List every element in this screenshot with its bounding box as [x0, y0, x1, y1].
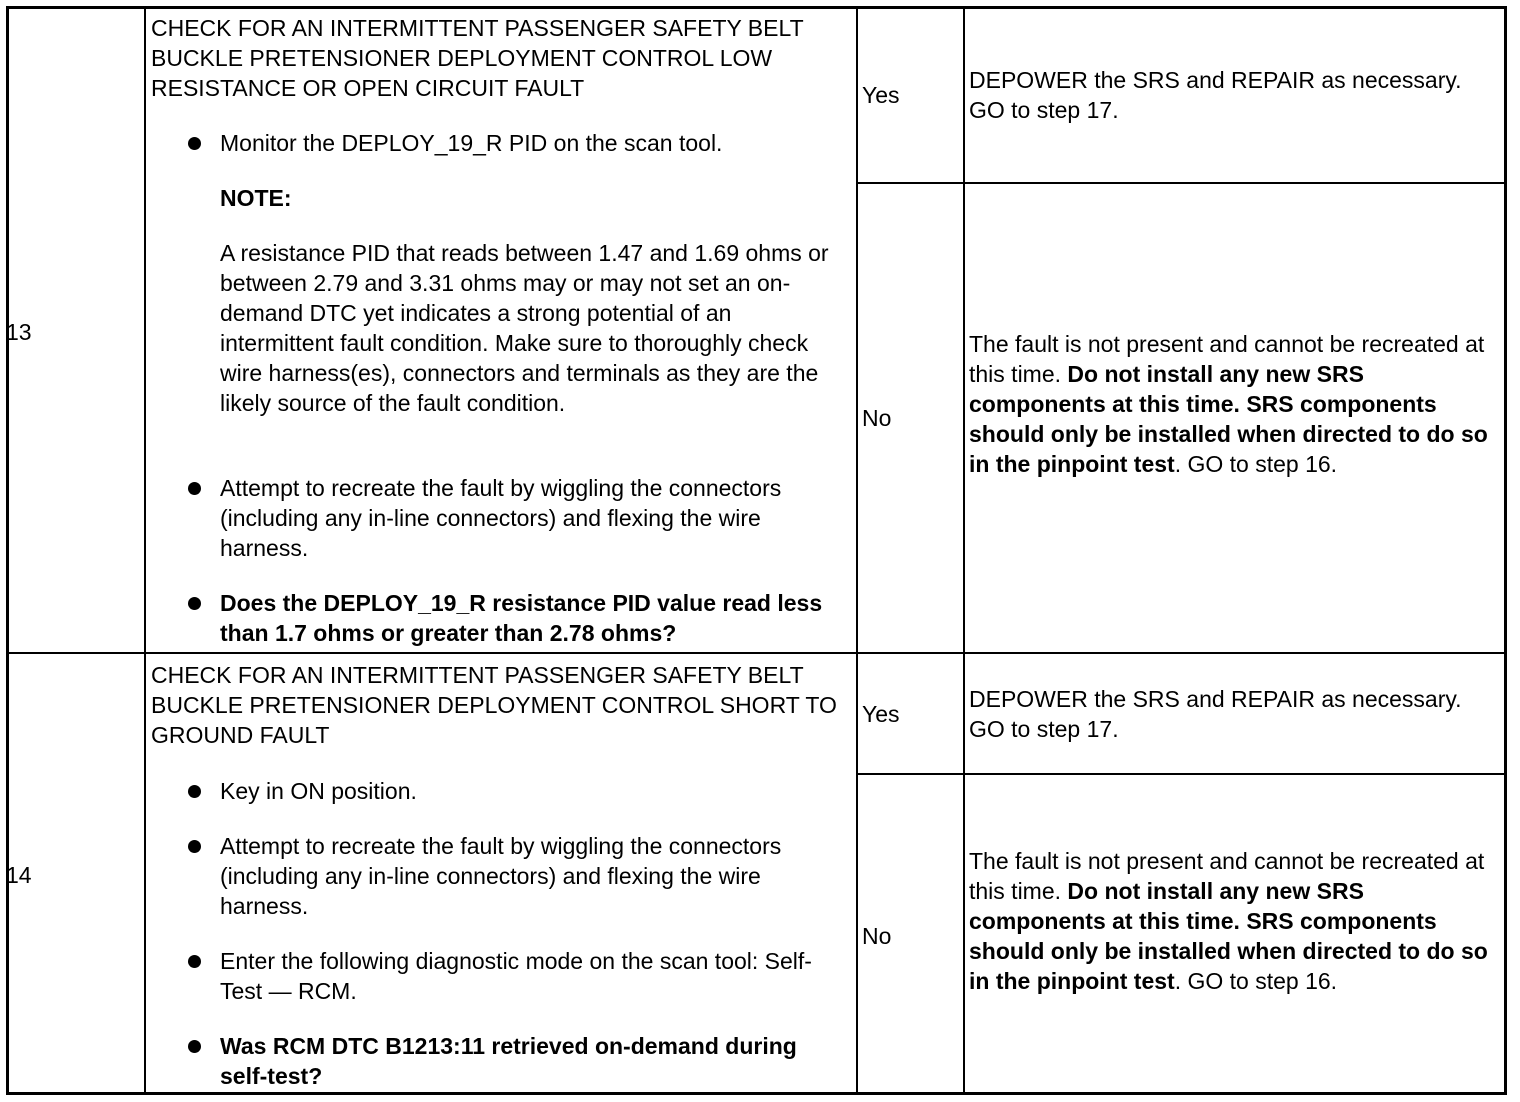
bullet-icon [188, 785, 201, 798]
bullet-icon [188, 482, 201, 495]
action-no-text: The fault is not present and cannot be recreated at this time. [969, 848, 1485, 904]
action-no-warning: Do not install any new SRS components at this time. SRS components should only be installed when directed to do so in the pinpoint test [969, 878, 1488, 994]
answer-no: No [862, 405, 892, 431]
note-label: NOTE: [220, 185, 292, 211]
column-divider [856, 6, 858, 1095]
answer-divider [856, 182, 1507, 184]
instruction-item: Key in ON position. [220, 778, 417, 804]
action-no-warning: Do not install any new SRS components at this time. SRS components should only be installed when directed to do so in the pinpoint test [969, 361, 1488, 477]
instruction-item: Attempt to recreate the fault by wiggling the connectors (including any in-line connectors) and flexing the wire harness. [220, 833, 782, 919]
question-item: Does the DEPLOY_19_R resistance PID value read less than 1.7 ohms or greater than 2.78 ohms? [220, 590, 823, 646]
bullet-icon [188, 597, 201, 610]
answer-yes: Yes [862, 701, 900, 727]
answer-no: No [862, 923, 892, 949]
step-title: CHECK FOR AN INTERMITTENT PASSENGER SAFETY BELT BUCKLE PRETENSIONER DEPLOYMENT CONTROL LOW RESISTANCE OR OPEN CIRCUIT FAULT [151, 15, 804, 101]
answer-yes: Yes [862, 82, 900, 108]
step-number: 13 [6, 319, 32, 345]
step-title: CHECK FOR AN INTERMITTENT PASSENGER SAFETY BELT BUCKLE PRETENSIONER DEPLOYMENT CONTROL SHORT TO GROUND FAULT [151, 662, 837, 748]
note-text: A resistance PID that reads between 1.47 and 1.69 ohms or between 2.79 and 3.31 ohms may or may not set an on-demand DTC yet indicates a strong potential of an intermittent fault condition. Make sure to thoroughly check wire harness(es), connectors and terminals as they are the likely source of the fault condition. [220, 240, 829, 416]
action-no-goto: . GO to step 16. [1174, 451, 1338, 477]
action-yes: DEPOWER the SRS and REPAIR as necessary. GO to step 17. [969, 67, 1462, 123]
bullet-icon [188, 1040, 201, 1053]
column-divider [963, 6, 965, 1095]
instruction-item: Enter the following diagnostic mode on the scan tool: Self-Test — RCM. [220, 948, 812, 1004]
step-number: 14 [6, 862, 32, 888]
bullet-icon [188, 840, 201, 853]
action-no [969, 329, 1494, 479]
instruction-item: Monitor the DEPLOY_19_R PID on the scan tool. [220, 130, 723, 156]
column-divider [144, 6, 146, 1095]
answer-divider [856, 773, 1507, 775]
action-yes: DEPOWER the SRS and REPAIR as necessary. GO to step 17. [969, 686, 1462, 742]
action-no-text: The fault is not present and cannot be recreated at this time. [969, 331, 1485, 387]
action-no [969, 846, 1494, 996]
question-item: Was RCM DTC B1213:11 retrieved on-demand during self-test? [220, 1033, 797, 1089]
row-divider [6, 652, 1507, 654]
bullet-icon [188, 955, 201, 968]
bullet-icon [188, 137, 201, 150]
instruction-item: Attempt to recreate the fault by wiggling the connectors (including any in-line connectors) and flexing the wire harness. [220, 475, 782, 561]
action-no-goto: . GO to step 16. [1174, 968, 1338, 994]
